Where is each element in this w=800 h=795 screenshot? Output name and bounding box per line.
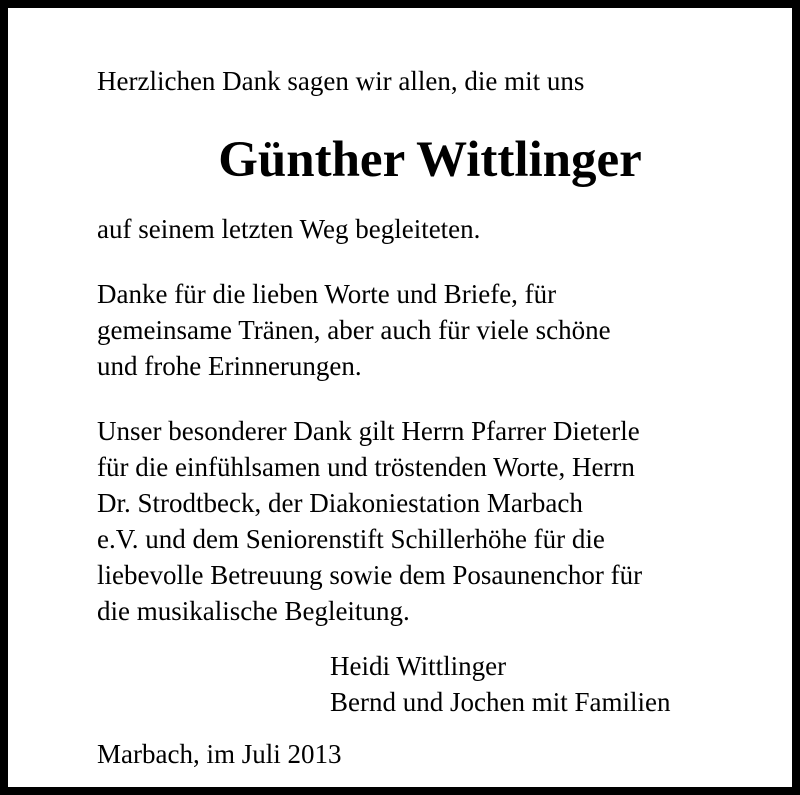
- paragraph-line: liebevolle Betreuung sowie dem Posaunenchor für: [97, 560, 643, 590]
- thanks-paragraph-2: [97, 413, 642, 629]
- paragraph-line: und frohe Erinnerungen.: [97, 351, 362, 381]
- paragraph-line: die musikalische Begleitung.: [97, 596, 410, 626]
- paragraph-line: Unser besonderer Dank gilt Herrn Pfarrer Dieterle: [97, 416, 640, 446]
- paragraph-line: gemeinsame Tränen, aber auch für viele schöne: [97, 315, 611, 345]
- paragraph-line: Dr. Strodtbeck, der Diakoniestation Marbach: [97, 488, 583, 518]
- thanks-paragraph-1: [97, 276, 611, 384]
- paragraph-line: für die einfühlsamen und tröstenden Worte, Herrn: [97, 452, 635, 482]
- signature-block: [330, 648, 670, 720]
- intro-text: Herzlichen Dank sagen wir allen, die mit uns: [97, 66, 585, 96]
- paragraph-line: Danke für die lieben Worte und Briefe, für: [97, 279, 557, 309]
- after-name-text: auf seinem letzten Weg begleiteten.: [97, 214, 481, 244]
- deceased-name: Günther Wittlinger: [218, 132, 642, 188]
- place-date: Marbach, im Juli 2013: [97, 739, 342, 769]
- signature-line: Bernd und Jochen mit Familien: [330, 687, 671, 717]
- signature-line: Heidi Wittlinger: [330, 651, 507, 681]
- paragraph-line: e.V. und dem Seniorenstift Schillerhöhe für die: [97, 524, 605, 554]
